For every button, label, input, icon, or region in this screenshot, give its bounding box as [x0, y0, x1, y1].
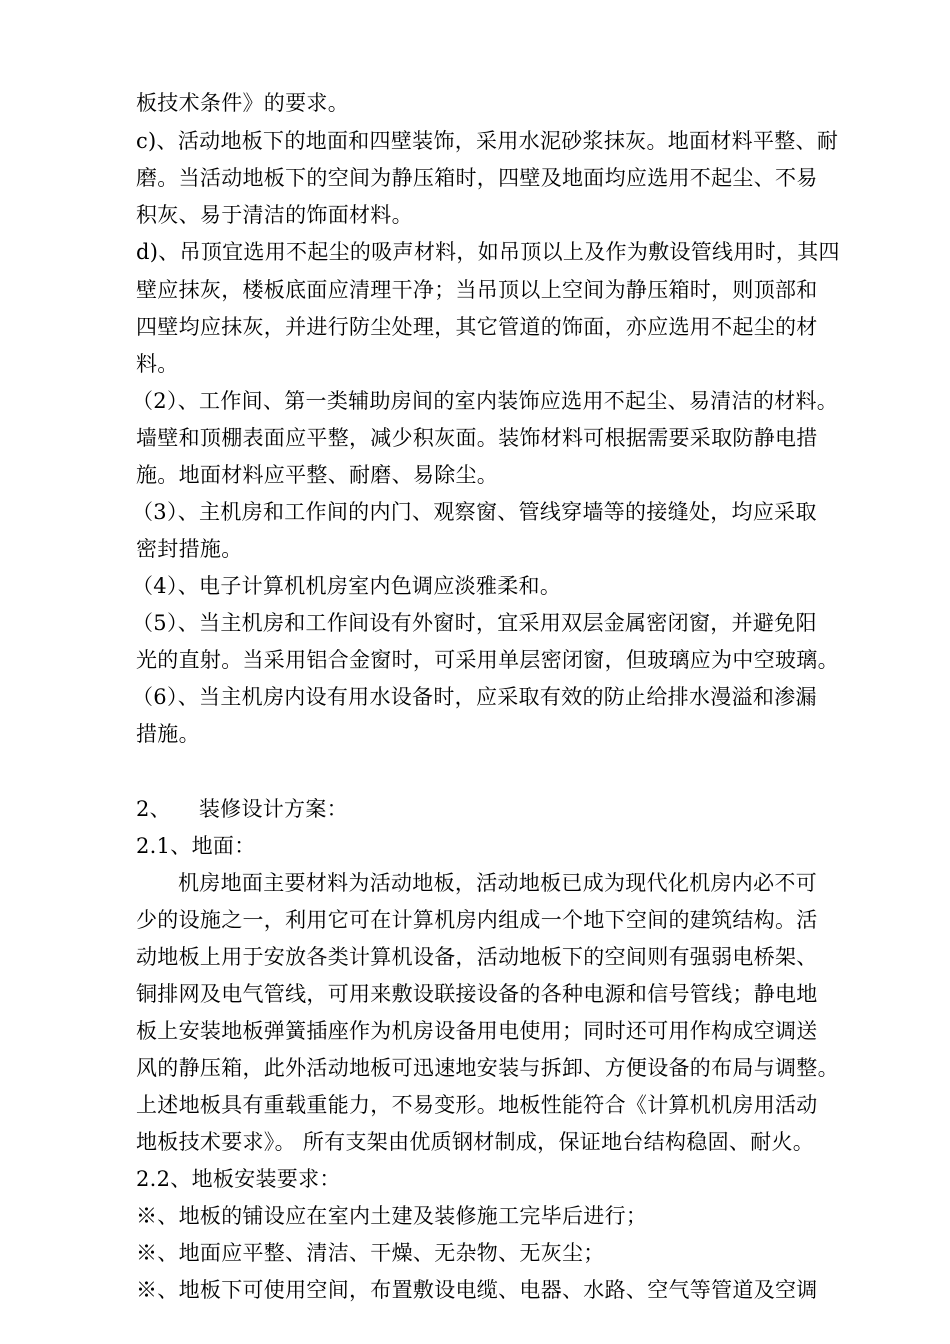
subsection-heading: 2.2、地板安装要求： — [136, 1167, 341, 1191]
text-line: 料。 — [136, 352, 179, 376]
text-line: 上述地板具有重载重能力，不易变形。地板性能符合《计算机机房用活动 — [136, 1093, 818, 1117]
text-line: （2）、工作间、第一类辅助房间的室内装饰应选用不起尘、易清洁的材料。 — [132, 389, 839, 413]
text-line: 板技术条件》的要求。 — [136, 91, 349, 115]
section-heading: 2、 装修设计方案： — [136, 797, 348, 821]
subsection-heading: 2.1、地面： — [136, 834, 256, 858]
text-line: 铜排网及电气管线，可用来敷设联接设备的各种电源和信号管线；静电地 — [136, 982, 818, 1006]
text-line: （4）、电子计算机机房室内色调应淡雅柔和。 — [132, 574, 562, 598]
text-line: 少的设施之一，利用它可在计算机房内组成一个地下空间的建筑结构。活 — [136, 908, 818, 932]
text-line: 四壁均应抹灰，并进行防尘处理，其它管道的饰面，亦应选用不起尘的材 — [136, 315, 818, 339]
text-line: 板上安装地板弹簧插座作为机房设备用电使用；同时还可用作构成空调送 — [136, 1019, 818, 1043]
text-line: 动地板上用于安放各类计算机设备，活动地板下的空间则有强弱电桥架、 — [136, 945, 818, 969]
text-line: 地板技术要求》。 所有支架由优质钢材制成，保证地台结构稳固、耐火。 — [136, 1130, 815, 1154]
text-line: （5）、当主机房和工作间设有外窗时，宜采用双层金属密闭窗，并避免阳 — [132, 611, 817, 635]
text-line: 密封措施。 — [136, 537, 243, 561]
text-line: 磨。当活动地板下的空间为静压箱时，四壁及地面均应选用不起尘、不易 — [136, 166, 818, 190]
bullet-item: ※、地板下可使用空间，布置敷设电缆、电器、水路、空气等管道及空调 — [136, 1278, 818, 1302]
text-line: （6）、当主机房内设有用水设备时，应采取有效的防止给排水漫溢和渗漏 — [132, 685, 817, 709]
text-line: 墙壁和顶棚表面应平整，减少积灰面。装饰材料可根据需要采取防静电措 — [136, 426, 818, 450]
text-line: （3）、主机房和工作间的内门、观察窗、管线穿墙等的接缝处，均应采取 — [132, 500, 817, 524]
text-line: 风的静压箱，此外活动地板可迅速地安装与拆卸、方便设备的布局与调整。 — [136, 1056, 839, 1080]
bullet-item: ※、地面应平整、清洁、干燥、无杂物、无灰尘； — [136, 1241, 605, 1265]
text-line: 机房地面主要材料为活动地板，活动地板已成为现代化机房内必不可 — [178, 871, 817, 895]
text-line: d)、吊顶宜选用不起尘的吸声材料，如吊顶以上及作为敷设管线用时，其四 — [136, 240, 840, 264]
bullet-item: ※、地板的铺设应在室内土建及装修施工完毕后进行； — [136, 1204, 648, 1228]
text-line: c)、活动地板下的地面和四壁装饰，采用水泥砂浆抹灰。地面材料平整、耐 — [136, 129, 839, 153]
text-line: 积灰、易于清洁的饰面材料。 — [136, 203, 413, 227]
text-line: 壁应抹灰，楼板底面应清理干净；当吊顶以上空间为静压箱时，则顶部和 — [136, 278, 818, 302]
text-line: 施。地面材料应平整、耐磨、易除尘。 — [136, 463, 499, 487]
text-line: 光的直射。当采用铝合金窗时，可采用单层密闭窗，但玻璃应为中空玻璃。 — [136, 648, 839, 672]
text-line: 措施。 — [136, 722, 200, 746]
